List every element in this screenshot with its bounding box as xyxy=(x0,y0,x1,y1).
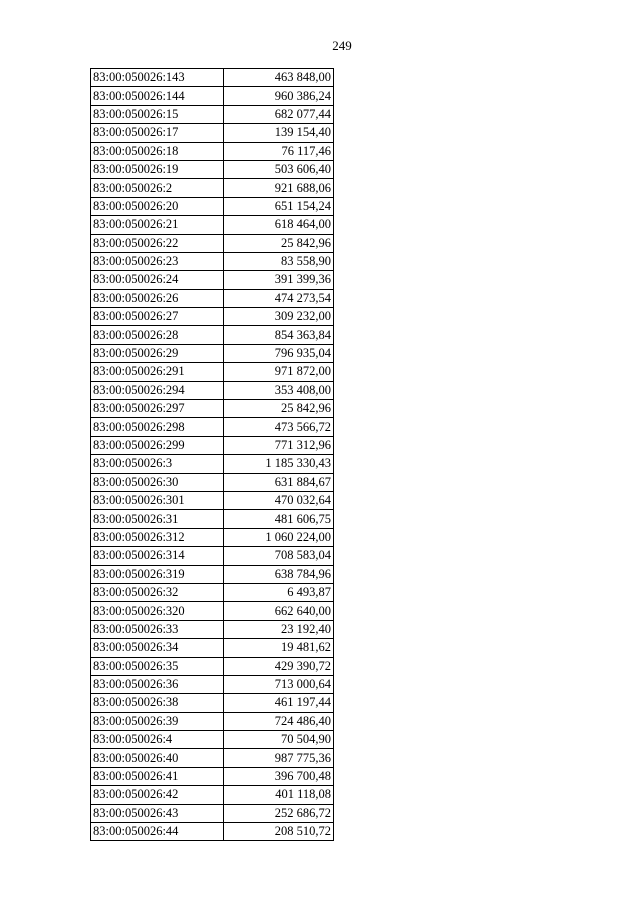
value-cell: 708 583,04 xyxy=(224,547,334,565)
value-cell: 971 872,00 xyxy=(224,363,334,381)
cadastral-number-cell: 83:00:050026:31 xyxy=(91,510,224,528)
cadastral-number-cell: 83:00:050026:3 xyxy=(91,455,224,473)
cadastral-number-cell: 83:00:050026:312 xyxy=(91,528,224,546)
value-cell: 309 232,00 xyxy=(224,308,334,326)
cadastral-number-cell: 83:00:050026:36 xyxy=(91,675,224,693)
value-cell: 470 032,64 xyxy=(224,491,334,509)
value-cell: 76 117,46 xyxy=(224,142,334,160)
table-row xyxy=(91,694,334,712)
value-cell: 682 077,44 xyxy=(224,105,334,123)
value-cell: 503 606,40 xyxy=(224,160,334,178)
cadastral-number-cell: 83:00:050026:2 xyxy=(91,179,224,197)
value-cell: 618 464,00 xyxy=(224,216,334,234)
table-row xyxy=(91,326,334,344)
value-cell: 631 884,67 xyxy=(224,473,334,491)
value-cell: 208 510,72 xyxy=(224,823,334,841)
table-row xyxy=(91,197,334,215)
value-cell: 771 312,96 xyxy=(224,436,334,454)
cadastral-number-cell: 83:00:050026:301 xyxy=(91,491,224,509)
value-cell: 19 481,62 xyxy=(224,639,334,657)
value-cell: 1 060 224,00 xyxy=(224,528,334,546)
table-row xyxy=(91,308,334,326)
cadastral-number-cell: 83:00:050026:33 xyxy=(91,620,224,638)
value-cell: 638 784,96 xyxy=(224,565,334,583)
cadastral-number-cell: 83:00:050026:298 xyxy=(91,418,224,436)
table-row xyxy=(91,547,334,565)
table-row xyxy=(91,675,334,693)
value-cell: 474 273,54 xyxy=(224,289,334,307)
value-cell: 713 000,64 xyxy=(224,675,334,693)
value-cell: 960 386,24 xyxy=(224,87,334,105)
table-row xyxy=(91,620,334,638)
table-row xyxy=(91,87,334,105)
cadastral-number-cell: 83:00:050026:319 xyxy=(91,565,224,583)
value-cell: 401 118,08 xyxy=(224,786,334,804)
value-cell: 481 606,75 xyxy=(224,510,334,528)
table-row xyxy=(91,436,334,454)
table-row xyxy=(91,639,334,657)
value-cell: 139 154,40 xyxy=(224,124,334,142)
cadastral-number-cell: 83:00:050026:35 xyxy=(91,657,224,675)
value-cell: 25 842,96 xyxy=(224,400,334,418)
cadastral-number-cell: 83:00:050026:38 xyxy=(91,694,224,712)
cadastral-number-cell: 83:00:050026:28 xyxy=(91,326,224,344)
cadastral-number-cell: 83:00:050026:18 xyxy=(91,142,224,160)
cadastral-number-cell: 83:00:050026:43 xyxy=(91,804,224,822)
cadastral-number-cell: 83:00:050026:320 xyxy=(91,602,224,620)
table-row xyxy=(91,510,334,528)
cadastral-number-cell: 83:00:050026:41 xyxy=(91,767,224,785)
table-row xyxy=(91,289,334,307)
cadastral-number-cell: 83:00:050026:21 xyxy=(91,216,224,234)
table-row xyxy=(91,455,334,473)
value-cell: 724 486,40 xyxy=(224,712,334,730)
cadastral-number-cell: 83:00:050026:314 xyxy=(91,547,224,565)
table-row xyxy=(91,583,334,601)
value-cell: 6 493,87 xyxy=(224,583,334,601)
table-row xyxy=(91,344,334,362)
table-row xyxy=(91,491,334,509)
table-row xyxy=(91,418,334,436)
table-row xyxy=(91,473,334,491)
value-cell: 396 700,48 xyxy=(224,767,334,785)
value-cell: 23 192,40 xyxy=(224,620,334,638)
cadastral-number-cell: 83:00:050026:20 xyxy=(91,197,224,215)
table-row xyxy=(91,216,334,234)
cadastral-number-cell: 83:00:050026:34 xyxy=(91,639,224,657)
cadastral-number-cell: 83:00:050026:39 xyxy=(91,712,224,730)
table-row xyxy=(91,565,334,583)
value-cell: 429 390,72 xyxy=(224,657,334,675)
value-cell: 1 185 330,43 xyxy=(224,455,334,473)
table-row xyxy=(91,234,334,252)
table-row xyxy=(91,749,334,767)
table-row xyxy=(91,252,334,270)
table-row xyxy=(91,731,334,749)
value-cell: 662 640,00 xyxy=(224,602,334,620)
table-row xyxy=(91,179,334,197)
cadastral-number-cell: 83:00:050026:143 xyxy=(91,69,224,87)
table-row xyxy=(91,271,334,289)
value-cell: 461 197,44 xyxy=(224,694,334,712)
value-cell: 796 935,04 xyxy=(224,344,334,362)
table-row xyxy=(91,400,334,418)
value-cell: 391 399,36 xyxy=(224,271,334,289)
cadastral-number-cell: 83:00:050026:44 xyxy=(91,823,224,841)
table-row xyxy=(91,786,334,804)
cadastral-number-cell: 83:00:050026:23 xyxy=(91,252,224,270)
cadastral-number-cell: 83:00:050026:297 xyxy=(91,400,224,418)
value-cell: 353 408,00 xyxy=(224,381,334,399)
cadastral-number-cell: 83:00:050026:29 xyxy=(91,344,224,362)
cadastral-number-cell: 83:00:050026:299 xyxy=(91,436,224,454)
cadastral-number-cell: 83:00:050026:144 xyxy=(91,87,224,105)
cadastral-number-cell: 83:00:050026:294 xyxy=(91,381,224,399)
cadastral-number-cell: 83:00:050026:15 xyxy=(91,105,224,123)
cadastral-number-cell: 83:00:050026:291 xyxy=(91,363,224,381)
table-row xyxy=(91,767,334,785)
cadastral-number-cell: 83:00:050026:32 xyxy=(91,583,224,601)
cadastral-number-cell: 83:00:050026:17 xyxy=(91,124,224,142)
table-row xyxy=(91,602,334,620)
table-row xyxy=(91,363,334,381)
table-row xyxy=(91,142,334,160)
cadastral-number-cell: 83:00:050026:26 xyxy=(91,289,224,307)
table-body xyxy=(91,69,334,841)
table-row xyxy=(91,804,334,822)
value-cell: 987 775,36 xyxy=(224,749,334,767)
cadastral-number-cell: 83:00:050026:19 xyxy=(91,160,224,178)
cadastral-number-cell: 83:00:050026:40 xyxy=(91,749,224,767)
table-row xyxy=(91,124,334,142)
table-row xyxy=(91,657,334,675)
table-row xyxy=(91,381,334,399)
value-cell: 252 686,72 xyxy=(224,804,334,822)
value-cell: 463 848,00 xyxy=(224,69,334,87)
cadastral-number-cell: 83:00:050026:24 xyxy=(91,271,224,289)
value-cell: 651 154,24 xyxy=(224,197,334,215)
cadastral-number-cell: 83:00:050026:30 xyxy=(91,473,224,491)
table-row xyxy=(91,160,334,178)
value-cell: 473 566,72 xyxy=(224,418,334,436)
value-cell: 70 504,90 xyxy=(224,731,334,749)
table-row xyxy=(91,528,334,546)
value-cell: 921 688,06 xyxy=(224,179,334,197)
table-row xyxy=(91,105,334,123)
value-cell: 83 558,90 xyxy=(224,252,334,270)
cadastral-number-cell: 83:00:050026:4 xyxy=(91,731,224,749)
value-cell: 854 363,84 xyxy=(224,326,334,344)
table-row xyxy=(91,69,334,87)
value-cell: 25 842,96 xyxy=(224,234,334,252)
table-row xyxy=(91,823,334,841)
page-number: 249 xyxy=(332,38,352,53)
cadastral-value-table xyxy=(90,68,334,841)
table-row xyxy=(91,712,334,730)
cadastral-number-cell: 83:00:050026:22 xyxy=(91,234,224,252)
cadastral-number-cell: 83:00:050026:27 xyxy=(91,308,224,326)
cadastral-number-cell: 83:00:050026:42 xyxy=(91,786,224,804)
